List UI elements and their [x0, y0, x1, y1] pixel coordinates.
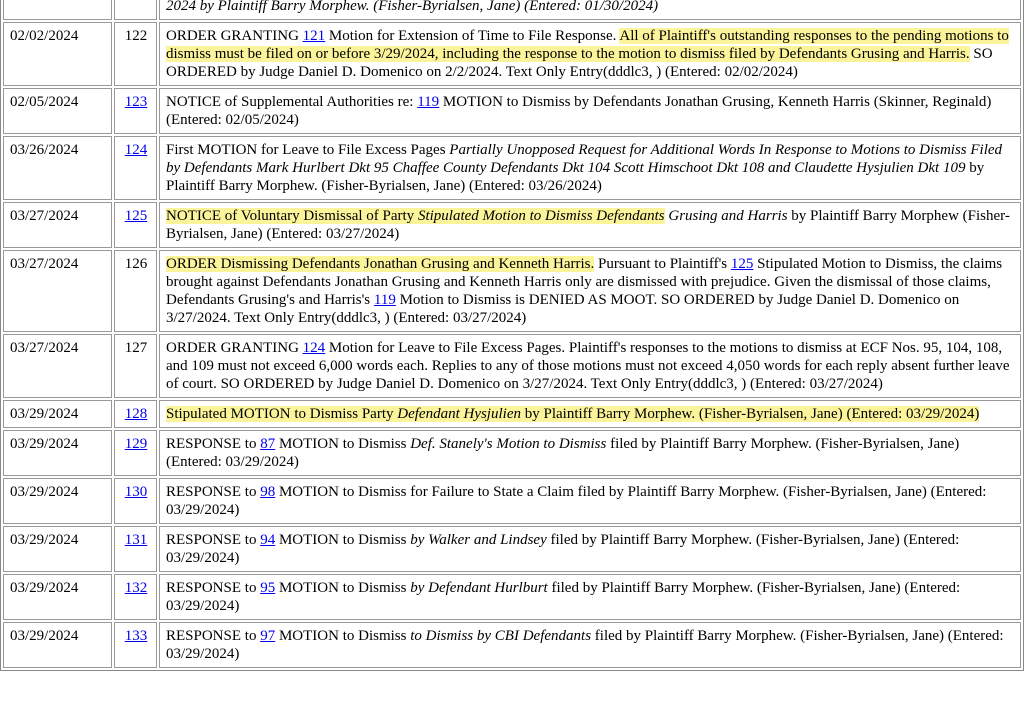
docket-row [3, 574, 1021, 620]
docket-text [159, 334, 1021, 398]
docket-date: 03/29/2024 [3, 400, 112, 428]
docket-date: 03/29/2024 [3, 526, 112, 572]
docket-date: 03/27/2024 [3, 334, 112, 398]
docket-date: 03/29/2024 [3, 478, 112, 524]
docket-number-cell [114, 400, 157, 428]
docket-text-segment: ORDER GRANTING [166, 28, 303, 44]
docket-number-link[interactable]: 129 [124, 436, 148, 452]
highlighted-text: NOTICE of Voluntary Dismissal of Party [166, 208, 418, 224]
docket-text-segment: Motion for Extension of Time to File Response. [325, 28, 620, 44]
docket-number-link[interactable]: 124 [124, 142, 148, 158]
docket-text-segment: to Dismiss by CBI Defendants [410, 628, 592, 644]
docket-number: 127 [124, 340, 148, 356]
docket-number-link[interactable]: 125 [124, 208, 148, 224]
docket-number-cell [114, 526, 157, 572]
docket-text [159, 88, 1021, 134]
docket-number-cell [114, 136, 157, 200]
document-link[interactable]: 98 [260, 484, 276, 500]
docket-date: 02/02/2024 [3, 22, 112, 86]
docket-date: 03/27/2024 [3, 202, 112, 248]
docket-text [159, 622, 1021, 668]
docket-text-segment: Motion for Leave to File Excess Pages. Plaintiff's responses to the motions to dismiss at ECF Nos. 95, 104, 108, and 109 must not exceed 6,000 words each. Replies to any of those motions must not exceed 4,050 words for each reply absent further leave of court. SO ORDERED by Judge Daniel D. Domenico on 3/27/2024. Text Only Entry(dddlc3, ) (Entered: 03/27/2024) [166, 340, 1010, 392]
docket-text [159, 478, 1021, 524]
docket-date: 03/29/2024 [3, 622, 112, 668]
docket-text-segment: filed by Plaintiff Barry Morphew. (Fisher-Byrialsen, Jane) (Entered: 03/29/2024) [166, 532, 960, 566]
docket-number-cell [114, 430, 157, 476]
docket-text [159, 22, 1021, 86]
docket-number-cell [114, 334, 157, 398]
docket-text-segment: RESPONSE to [166, 532, 261, 548]
docket-number-cell [114, 250, 157, 332]
docket-number-cell [114, 88, 157, 134]
docket-number-link[interactable]: 133 [124, 628, 148, 644]
document-link[interactable]: 87 [260, 436, 276, 452]
docket-row [3, 88, 1021, 134]
docket-number [114, 0, 157, 20]
docket-row [3, 478, 1021, 524]
docket-text-segment: by Plaintiff Barry Morphew (Fisher-Byrialsen, Jane) (Entered: 03/27/2024) [166, 208, 1010, 242]
docket-text [159, 430, 1021, 476]
docket-text [159, 202, 1021, 248]
docket-text-segment: MOTION to Dismiss [275, 628, 411, 644]
document-link[interactable]: 97 [260, 628, 276, 644]
docket-text-segment: by Defendant Hurlburt [410, 580, 548, 596]
docket-number-cell [114, 574, 157, 620]
docket-text-segment: Motion to Dismiss is DENIED AS MOOT. SO ORDERED by Judge Daniel D. Domenico on 3/27/2024. Text Only Entry(dddlc3, ) (Entered: 03/27/2024) [166, 292, 960, 326]
docket-number: 122 [124, 28, 148, 44]
docket-text-segment: Stipulated Motion to Dismiss, the claims brought against Defendants Jonathan Grusing and Kenneth Harris only are dismissed with prejudice. Given the dismissal of those claims, Defendants Grusing's and Harris's [166, 256, 1003, 308]
docket-text [159, 400, 1021, 428]
docket-text-segment: MOTION to Dismiss [275, 532, 411, 548]
docket-text [159, 574, 1021, 620]
docket-date [3, 0, 112, 20]
docket-text [159, 250, 1021, 332]
docket-row [3, 334, 1021, 398]
docket-text-segment: filed by Plaintiff Barry Morphew. (Fisher-Byrialsen, Jane) (Entered: 03/29/2024) [166, 628, 1004, 662]
docket-text-segment: by Walker and Lindsey [410, 532, 547, 548]
docket-row [3, 400, 1021, 428]
highlighted-text: ORDER Dismissing Defendants Jonathan Grusing and Kenneth Harris. [166, 256, 595, 272]
document-link[interactable]: 94 [260, 532, 276, 548]
docket-text-segment: filed by Plaintiff Barry Morphew. (Fisher-Byrialsen, Jane) (Entered: 03/29/2024) [166, 580, 961, 614]
docket-number-link[interactable]: 123 [124, 94, 148, 110]
docket-date: 02/05/2024 [3, 88, 112, 134]
document-link[interactable]: 95 [260, 580, 276, 596]
docket-text-segment: ORDER GRANTING [166, 340, 303, 356]
docket-text-segment: by Plaintiff Barry Morphew. (Fisher-Byrialsen, Jane) (Entered: 03/26/2024) [166, 160, 985, 194]
docket-text-segment: Def. Stanely's Motion to Dismiss [410, 436, 607, 452]
highlighted-text: Defendant Hysjulien [397, 406, 521, 422]
docket-number-link[interactable]: 132 [124, 580, 148, 596]
docket-text-segment: Partially Unopposed Request for Additional Words In Response to Motions to Dismiss Filed by Defendants Mark Hurlbert Dkt 95 Chaffee County Defendants Dkt 104 Scott Himschoot Dkt 108 and Claudette Hysjulien Dkt 109 [166, 142, 1003, 176]
docket-number-cell [114, 622, 157, 668]
docket-number-link[interactable]: 131 [124, 532, 148, 548]
docket-number-link[interactable]: 128 [124, 406, 148, 422]
docket-row-partial [3, 0, 1021, 20]
docket-date: 03/29/2024 [3, 574, 112, 620]
highlighted-text: Stipulated Motion to Dismiss Defendants [417, 208, 665, 224]
docket-number: 126 [124, 256, 148, 272]
docket-row [3, 250, 1021, 332]
document-link[interactable]: 124 [302, 340, 326, 356]
docket-text-segment: RESPONSE to [166, 484, 261, 500]
docket-text-segment: RESPONSE to [166, 580, 261, 596]
docket-text-segment: filed by Plaintiff Barry Morphew. (Fisher-Byrialsen, Jane) (Entered: 03/29/2024) [166, 436, 960, 470]
document-link[interactable]: 119 [417, 94, 440, 110]
docket-row [3, 136, 1021, 200]
docket-text [159, 526, 1021, 572]
docket-text-segment: First MOTION for Leave to File Excess Pages [166, 142, 450, 158]
docket-date: 03/27/2024 [3, 250, 112, 332]
docket-row [3, 526, 1021, 572]
docket-text-segment: NOTICE of Supplemental Authorities re: [166, 94, 418, 110]
docket-text-segment: MOTION to Dismiss [275, 580, 411, 596]
docket-date: 03/29/2024 [3, 430, 112, 476]
docket-text [159, 136, 1021, 200]
docket-number-link[interactable]: 130 [124, 484, 148, 500]
docket-number-cell [114, 202, 157, 248]
docket-row [3, 430, 1021, 476]
document-link[interactable]: 121 [302, 28, 326, 44]
highlighted-text: All of Plaintiff's outstanding responses to the pending motions to dismiss must be filed on or before 3/29/2024, including the response to the motion to dismiss filed by Defendants Grusing and Harris. [166, 28, 1009, 62]
docket-text-segment: RESPONSE to [166, 436, 261, 452]
docket-text-segment: MOTION to Dismiss by Defendants Jonathan Grusing, Kenneth Harris (Skinner, Reginald) (Entered: 02/05/2024) [166, 94, 992, 128]
docket-row [3, 202, 1021, 248]
docket-text-segment: 2024 by Plaintiff Barry Morphew. (Fisher-Byrialsen, Jane) (Entered: 01/30/2024) [166, 0, 659, 14]
docket-text-segment: MOTION to Dismiss for Failure to State a Claim filed by Plaintiff Barry Morphew. (Fisher-Byrialsen, Jane) (Entered: 03/29/2024) [166, 484, 987, 518]
docket-text-segment: MOTION to Dismiss [275, 436, 411, 452]
docket-date: 03/26/2024 [3, 136, 112, 200]
docket-body [3, 0, 1021, 668]
docket-text [159, 0, 1021, 20]
docket-text-segment: SO ORDERED by Judge Daniel D. Domenico on 2/2/2024. Text Only Entry(dddlc3, ) (Entered: 02/02/2024) [166, 46, 993, 80]
docket-number-cell [114, 478, 157, 524]
document-link[interactable]: 119 [373, 292, 396, 308]
docket-text-segment: Grusing and Harris [668, 208, 788, 224]
docket-text-segment: RESPONSE to [166, 628, 261, 644]
document-link[interactable]: 125 [730, 256, 754, 272]
docket-number-cell [114, 22, 157, 86]
highlighted-text: Stipulated MOTION to Dismiss Party [166, 406, 398, 422]
docket-row [3, 22, 1021, 86]
docket-row [3, 622, 1021, 668]
docket-text-segment: Pursuant to Plaintiff's [594, 256, 731, 272]
highlighted-text: by Plaintiff Barry Morphew. (Fisher-Byrialsen, Jane) (Entered: 03/29/2024) [520, 406, 980, 422]
